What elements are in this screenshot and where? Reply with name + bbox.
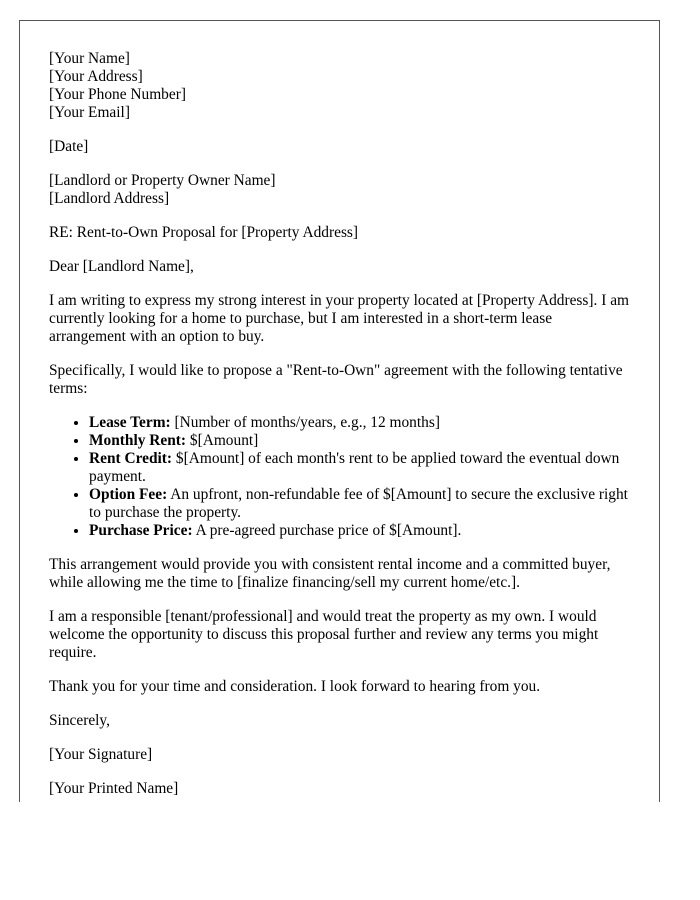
intro-paragraph: I am writing to express my strong interest in your property located at [Property Address]. I am currently looking for a home to purchase, but I am interested in a short-term lease arrangement with an option to buy.	[49, 292, 630, 345]
term-label: Rent Credit:	[89, 450, 173, 467]
sender-address: [Your Address]	[49, 68, 143, 85]
term-item-purchase-price	[89, 522, 631, 540]
term-item-monthly-rent	[89, 432, 631, 450]
valediction: Sincerely,	[49, 712, 110, 729]
terms-list	[49, 414, 631, 540]
responsibility-paragraph: I am a responsible [tenant/professional] and would treat the property as my own. I would welcome the opportunity to discuss this proposal further and review any terms you might require.	[49, 608, 599, 661]
term-item-option-fee	[89, 486, 631, 522]
term-label: Option Fee:	[89, 486, 168, 503]
salutation: Dear [Landlord Name],	[49, 258, 194, 275]
signature: [Your Signature]	[49, 746, 153, 763]
thanks-paragraph: Thank you for your time and consideration. I look forward to hearing from you.	[49, 678, 541, 695]
term-text: A pre-agreed purchase price of $[Amount].	[192, 522, 462, 539]
benefit-paragraph: This arrangement would provide you with consistent rental income and a committed buyer, while allowing me the time to [finalize financing/sell my current home/etc.].	[49, 556, 611, 591]
sender-phone: [Your Phone Number]	[49, 86, 186, 103]
recipient-address: [Landlord Address]	[49, 190, 170, 207]
term-label: Lease Term:	[89, 414, 171, 431]
term-item-rent-credit	[89, 450, 631, 486]
term-text: $[Amount] of each month's rent to be applied toward the eventual down payment.	[89, 450, 620, 485]
recipient-block	[49, 172, 631, 208]
sender-block	[49, 50, 631, 122]
term-label: Monthly Rent:	[89, 432, 187, 449]
proposal-paragraph: Specifically, I would like to propose a "Rent-to-Own" agreement with the following tentative terms:	[49, 362, 623, 397]
letter-date: [Date]	[49, 138, 89, 155]
subject-line: RE: Rent-to-Own Proposal for [Property Address]	[49, 224, 359, 241]
term-text: An upfront, non-refundable fee of $[Amount] to secure the exclusive right to purchase the property.	[89, 486, 628, 521]
sender-name: [Your Name]	[49, 50, 130, 67]
term-text: [Number of months/years, e.g., 12 months]	[170, 414, 440, 431]
sender-email: [Your Email]	[49, 104, 130, 121]
letter-page	[19, 20, 660, 802]
term-label: Purchase Price:	[89, 522, 193, 539]
term-text: $[Amount]	[186, 432, 259, 449]
recipient-name: [Landlord or Property Owner Name]	[49, 172, 276, 189]
printed-name: [Your Printed Name]	[49, 780, 179, 797]
term-item-lease-term	[89, 414, 631, 432]
